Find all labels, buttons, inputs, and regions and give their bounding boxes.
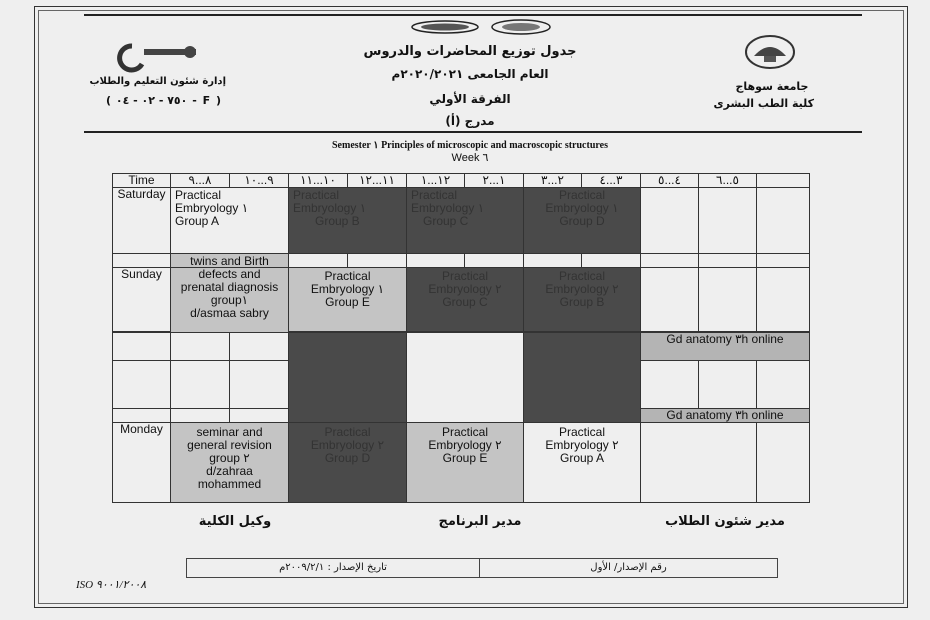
university-name: جامعة سوهاج <box>735 80 809 93</box>
faculty-name: كلية الطب البشرى <box>713 97 814 110</box>
sunday-session-4: Practical Embryology ٢ Group B <box>524 268 641 332</box>
saturday-session-2: Practical Embryology ١ Group B <box>289 188 407 254</box>
issue-info-box <box>186 558 778 578</box>
monday-session-4: Practical Embryology ٢ Group A <box>524 423 641 503</box>
monday-session-1: seminar and general revision group ٢ d/zahraa mohammed <box>171 423 289 503</box>
day-label: Sunday <box>113 268 171 332</box>
time-slot: ١...٢ <box>465 174 524 188</box>
day-label: Monday <box>113 423 171 503</box>
sunday-session-2: Practical Embryology ١ Group E <box>289 268 407 332</box>
student-affairs-signature: مدير شئون الطلاب <box>665 514 785 529</box>
saturday-session-4: Practical Embryology ١ Group D <box>524 188 641 254</box>
time-slot: ٨...٩ <box>171 174 230 188</box>
time-slot: ١٠...١١ <box>289 174 348 188</box>
week-label: Week ٦ <box>451 152 489 164</box>
left-office-label: إدارة شئون التعليم والطلاب <box>89 76 226 87</box>
time-slot: ٥...٦ <box>699 174 757 188</box>
sunday-session-1: twins and Birth defects and prenatal diagnosis group١ d/asmaa sabry <box>171 268 289 333</box>
monday-session-2: Practical Embryology ٢ Group D <box>289 423 407 503</box>
class-level: الفرقة الأولي <box>429 92 511 106</box>
sunday-session-3: Practical Embryology ٢ Group C <box>407 268 524 332</box>
seal-left-icon <box>410 20 480 34</box>
day-label: Saturday <box>113 188 171 254</box>
seal-right-icon <box>490 19 552 35</box>
iso-label: ISO ٩٠٠١/٢٠٠٨ <box>76 579 147 591</box>
time-slot: ٢...٣ <box>524 174 582 188</box>
sunday-row <box>113 268 810 332</box>
issue-date: تاريخ الإصدار : ٢٠٠٩/٢/١م <box>187 559 480 577</box>
time-slot: ٣...٤ <box>582 174 641 188</box>
hall-label: مدرج (أ) <box>445 114 495 128</box>
time-slot: ١٢...١ <box>407 174 465 188</box>
time-slot: ٤...٥ <box>641 174 699 188</box>
online-session-1: Gd anatomy ٣h online <box>641 333 810 361</box>
blank-row-1 <box>113 333 810 361</box>
monday-session-3: Practical Embryology ٢ Group E <box>407 423 524 503</box>
header-rule <box>84 131 862 133</box>
vice-dean-signature: وكيل الكلية <box>198 514 272 529</box>
online-session-2: Gd anatomy ٣h online <box>641 409 810 423</box>
issue-number: رقم الإصدار/ الأول <box>590 562 667 573</box>
program-director-signature: مدير البرنامج <box>438 514 522 529</box>
time-header: Time <box>113 174 171 188</box>
time-slot: ٩...١٠ <box>230 174 289 188</box>
saturday-session-3: Practical Embryology ١ Group C <box>407 188 524 254</box>
education-affairs-logo-icon <box>112 40 202 66</box>
top-rule <box>84 14 862 16</box>
saturday-session-1: Practical Embryology ١ Group A <box>171 188 289 254</box>
time-header-row <box>113 174 810 188</box>
schedule-title: جدول توزيع المحاضرات والدروس <box>363 44 577 59</box>
time-slot: ١١...١٢ <box>348 174 407 188</box>
semester-line: Semester ١ Principles of microscopic and macroscopic structures <box>332 140 608 151</box>
academic-year: العام الجامعى ٢٠٢٠/٢٠٢١م <box>391 67 549 81</box>
saturday-row <box>113 188 810 254</box>
form-code: ( F - ٧٥٠ - ٠٢ - ٠٤ ) <box>106 94 222 107</box>
monday-row <box>113 423 810 503</box>
schedule-table <box>112 173 810 503</box>
university-crest-icon <box>744 34 796 70</box>
